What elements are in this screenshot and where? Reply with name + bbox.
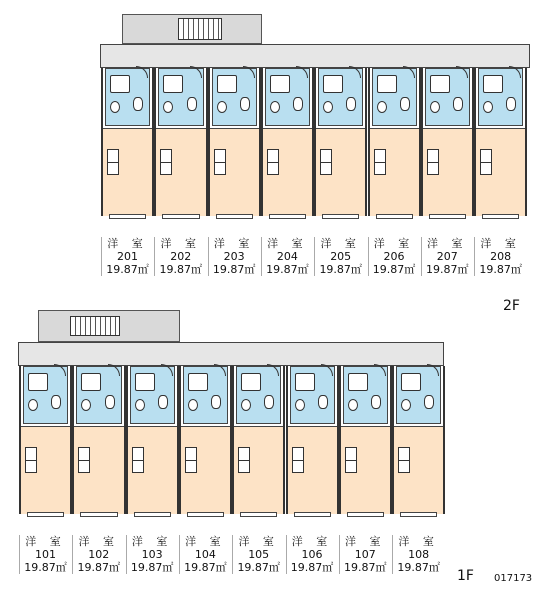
sink-icon <box>81 399 91 411</box>
unit-label-202 <box>154 237 206 276</box>
closet-icon <box>132 447 144 473</box>
toilet-icon <box>453 97 463 111</box>
bathtub-icon <box>110 75 130 93</box>
toilet-icon <box>187 97 197 111</box>
room-type: 洋 室 <box>213 237 255 250</box>
window-icon <box>294 512 331 517</box>
closet-icon <box>78 447 90 473</box>
room-area: 19.87㎡ <box>344 561 387 574</box>
western-room <box>341 426 390 514</box>
room-type: 洋 室 <box>185 535 226 548</box>
window-icon <box>376 214 413 219</box>
room-area: 19.87㎡ <box>426 263 469 276</box>
bathtub-icon <box>483 75 503 93</box>
closet-icon <box>398 447 410 473</box>
room-number: 203 <box>223 250 245 263</box>
unit-label-105 <box>232 535 284 574</box>
room-type: 洋 室 <box>107 237 148 250</box>
window-icon <box>80 512 117 517</box>
room-area: 19.87㎡ <box>77 561 121 574</box>
toilet-icon <box>240 97 250 111</box>
unit-label-101 <box>19 535 71 574</box>
closet-icon <box>238 447 250 473</box>
western-room <box>370 128 419 216</box>
sink-icon <box>295 399 305 411</box>
unit-101 <box>19 366 72 514</box>
sink-icon <box>323 101 333 113</box>
unit-106 <box>286 366 339 514</box>
closet-icon <box>374 149 386 175</box>
unit-label-204 <box>261 237 313 276</box>
room-type: 洋 室 <box>78 535 120 548</box>
sink-icon <box>401 399 411 411</box>
western-room <box>423 128 472 216</box>
window-icon <box>429 214 466 219</box>
room-type: 洋 室 <box>25 535 66 548</box>
window-icon <box>187 512 224 517</box>
room-number: 104 <box>194 548 216 561</box>
room-area: 19.87㎡ <box>130 561 174 574</box>
room-number: 101 <box>35 548 56 561</box>
unit-208 <box>474 68 527 216</box>
western-room <box>74 426 123 514</box>
room-number: 102 <box>88 548 110 561</box>
unit-label-201 <box>101 237 153 276</box>
unit-102 <box>72 366 125 514</box>
closet-icon <box>107 149 119 175</box>
western-room <box>234 426 283 514</box>
bathtub-icon <box>135 373 155 391</box>
unit-103 <box>126 366 179 514</box>
window-icon <box>216 214 253 219</box>
unit-label-203 <box>208 237 260 276</box>
room-number: 103 <box>141 548 163 561</box>
western-room <box>263 128 312 216</box>
corridor-2f <box>100 44 530 68</box>
sink-icon <box>188 399 198 411</box>
staircase-2f <box>178 18 222 40</box>
unit-label-103 <box>126 535 178 574</box>
western-room <box>210 128 259 216</box>
unit-202 <box>154 68 207 216</box>
closet-icon <box>427 149 439 175</box>
unit-105 <box>232 366 285 514</box>
unit-207 <box>421 68 474 216</box>
room-area: 19.87㎡ <box>397 561 440 574</box>
toilet-icon <box>105 395 115 409</box>
room-area: 19.87㎡ <box>184 561 227 574</box>
bathtub-icon <box>348 373 368 391</box>
unit-label-104 <box>179 535 231 574</box>
room-number: 201 <box>117 250 138 263</box>
room-area: 19.87㎡ <box>319 263 362 276</box>
unit-204 <box>261 68 314 216</box>
sink-icon <box>241 399 251 411</box>
window-icon <box>162 214 199 219</box>
room-type: 洋 室 <box>160 237 202 250</box>
western-room <box>316 128 365 216</box>
bathtub-icon <box>241 373 261 391</box>
room-type: 洋 室 <box>398 535 439 548</box>
unit-108 <box>392 366 445 514</box>
unit-label-102 <box>72 535 124 574</box>
floor-tag-2f: 2F <box>503 298 520 314</box>
toilet-icon <box>293 97 303 111</box>
unit-label-106 <box>286 535 338 574</box>
closet-icon <box>160 149 172 175</box>
window-icon <box>269 214 306 219</box>
unit-104 <box>179 366 232 514</box>
closet-icon <box>25 447 37 473</box>
window-icon <box>240 512 277 517</box>
room-number: 202 <box>170 250 192 263</box>
room-area: 19.87㎡ <box>24 561 67 574</box>
bathtub-icon <box>188 373 208 391</box>
unit-203 <box>208 68 261 216</box>
room-type: 洋 室 <box>320 237 361 250</box>
room-number: 204 <box>276 250 298 263</box>
room-type: 洋 室 <box>291 535 333 548</box>
sink-icon <box>163 101 173 113</box>
closet-icon <box>345 447 357 473</box>
room-number: 105 <box>248 548 270 561</box>
unit-201 <box>101 68 154 216</box>
unit-206 <box>368 68 421 216</box>
unit-label-108 <box>392 535 444 574</box>
toilet-icon <box>400 97 410 111</box>
western-room <box>476 128 525 216</box>
unit-205 <box>314 68 367 216</box>
sink-icon <box>270 101 280 113</box>
closet-icon <box>292 447 304 473</box>
staircase-1f <box>70 316 120 336</box>
window-icon <box>482 214 519 219</box>
window-icon <box>109 214 146 219</box>
toilet-icon <box>318 395 328 409</box>
unit-107 <box>339 366 392 514</box>
unit-label-208 <box>474 237 526 276</box>
sink-icon <box>483 101 493 113</box>
room-type: 洋 室 <box>238 535 279 548</box>
room-area: 19.87㎡ <box>266 263 309 276</box>
western-room <box>181 426 230 514</box>
bathtub-icon <box>430 75 450 93</box>
plan-code: 017173 <box>494 573 533 584</box>
corridor-1f <box>18 342 444 366</box>
unit-label-107 <box>339 535 391 574</box>
toilet-icon <box>506 97 516 111</box>
sink-icon <box>135 399 145 411</box>
closet-icon <box>480 149 492 175</box>
room-number: 206 <box>383 250 405 263</box>
window-icon <box>347 512 384 517</box>
sink-icon <box>110 101 120 113</box>
toilet-icon <box>211 395 221 409</box>
toilet-icon <box>264 395 274 409</box>
toilet-icon <box>51 395 61 409</box>
window-icon <box>134 512 171 517</box>
room-type: 洋 室 <box>345 535 386 548</box>
room-number: 108 <box>408 548 430 561</box>
sink-icon <box>217 101 227 113</box>
unit-label-205 <box>314 237 366 276</box>
toilet-icon <box>346 97 356 111</box>
window-icon <box>27 512 64 517</box>
western-room <box>156 128 205 216</box>
bathtub-icon <box>323 75 343 93</box>
room-area: 19.87㎡ <box>212 263 256 276</box>
toilet-icon <box>424 395 434 409</box>
sink-icon <box>430 101 440 113</box>
room-number: 205 <box>330 250 352 263</box>
western-room <box>103 128 152 216</box>
closet-icon <box>185 447 197 473</box>
sink-icon <box>377 101 387 113</box>
room-number: 208 <box>490 250 512 263</box>
closet-icon <box>214 149 226 175</box>
bathtub-icon <box>163 75 183 93</box>
bathtub-icon <box>81 373 101 391</box>
bathtub-icon <box>295 373 315 391</box>
bathtub-icon <box>217 75 237 93</box>
bathtub-icon <box>401 373 421 391</box>
closet-icon <box>320 149 332 175</box>
sink-icon <box>28 399 38 411</box>
western-room <box>21 426 70 514</box>
room-type: 洋 室 <box>131 535 173 548</box>
room-area: 19.87㎡ <box>372 263 416 276</box>
window-icon <box>322 214 359 219</box>
bathtub-icon <box>377 75 397 93</box>
floor-tag-1f: 1F <box>457 568 474 584</box>
toilet-icon <box>158 395 168 409</box>
unit-label-206 <box>368 237 420 276</box>
room-area: 19.87㎡ <box>237 561 280 574</box>
room-number: 207 <box>436 250 458 263</box>
room-type: 洋 室 <box>267 237 308 250</box>
room-area: 19.87㎡ <box>479 263 522 276</box>
room-type: 洋 室 <box>373 237 415 250</box>
room-area: 19.87㎡ <box>159 263 203 276</box>
unit-label-207 <box>421 237 473 276</box>
toilet-icon <box>371 395 381 409</box>
window-icon <box>400 512 437 517</box>
room-area: 19.87㎡ <box>106 263 149 276</box>
room-number: 107 <box>354 548 376 561</box>
toilet-icon <box>133 97 143 111</box>
bathtub-icon <box>270 75 290 93</box>
western-room <box>288 426 337 514</box>
western-room <box>394 426 443 514</box>
western-room <box>128 426 177 514</box>
room-type: 洋 室 <box>427 237 468 250</box>
sink-icon <box>348 399 358 411</box>
room-area: 19.87㎡ <box>290 561 334 574</box>
closet-icon <box>267 149 279 175</box>
room-type: 洋 室 <box>480 237 521 250</box>
bathtub-icon <box>28 373 48 391</box>
room-number: 106 <box>301 548 323 561</box>
